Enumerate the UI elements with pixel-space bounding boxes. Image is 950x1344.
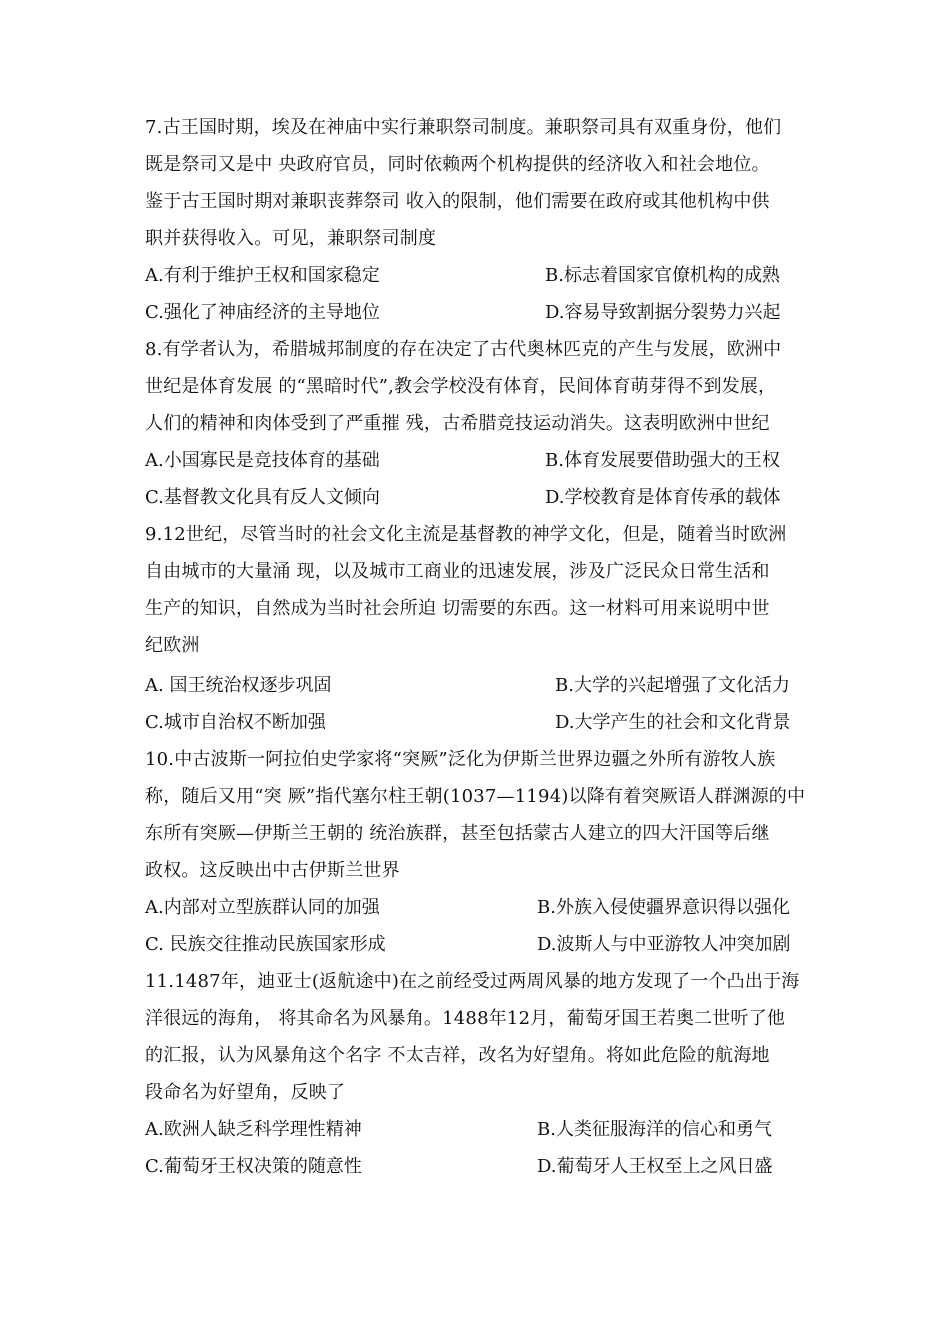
option-row	[145, 1155, 810, 1179]
option-d: D.容易导致割据分裂势力兴起	[545, 302, 781, 323]
question-stem-line: 8.有学者认为，希腊城邦制度的存在决定了古代奥林匹克的产生与发展，欧洲中	[145, 339, 782, 360]
question-stem-line: 纪欧洲	[145, 635, 200, 656]
question-stem-line: 称，随后又用“突 厥”指代塞尔柱王朝(1037—1194)以降有着突厥语人群渊源的中	[145, 786, 806, 807]
option-row	[145, 264, 810, 288]
option-row	[145, 449, 810, 473]
option-c: C.基督教文化具有反人文倾向	[145, 487, 380, 508]
option-b: B.大学的兴起增强了文化活力	[555, 675, 790, 696]
option-c: C.城市自治权不断加强	[145, 712, 326, 733]
question-stem-line: 世纪是体育发展 的“黑暗时代”,教会学校没有体育，民间体育萌芽得不到发展，	[145, 376, 777, 397]
option-a: A.欧洲人缺乏科学理性精神	[145, 1119, 362, 1140]
question-stem-line: 政权。这反映出中古伊斯兰世界	[145, 860, 400, 881]
option-row	[145, 933, 810, 957]
question-stem-line: 段命名为好望角，反映了	[145, 1082, 346, 1103]
option-c: C.强化了神庙经济的主导地位	[145, 302, 380, 323]
option-b: B.标志着国家官僚机构的成熟	[545, 265, 780, 286]
question-stem-line: 生产的知识，自然成为当时社会所迫 切需要的东西。这一材料可用来说明中世	[145, 598, 770, 619]
option-b: B.人类征服海洋的信心和勇气	[537, 1119, 772, 1140]
option-d: D.葡萄牙人王权至上之风日盛	[537, 1156, 773, 1177]
option-a: A.小国寡民是竞技体育的基础	[145, 450, 380, 471]
question-stem-line: 9.12世纪，尽管当时的社会文化主流是基督教的神学文化，但是，随着当时欧洲	[145, 524, 787, 545]
question-stem-line: 10.中古波斯一阿拉伯史学家将“突厥”泛化为伊斯兰世界边疆之外所有游牧人族	[145, 749, 776, 770]
question-stem-line: 人们的精神和肉体受到了严重摧 残，古希腊竞技运动消失。这表明欧洲中世纪	[145, 413, 770, 434]
question-stem-line: 东所有突厥—伊斯兰王朝的 统治族群，甚至包括蒙古人建立的四大汗国等后继	[145, 823, 770, 844]
question-stem-line: 鉴于古王国时期对兼职丧葬祭司 收入的限制，他们需要在政府或其他机构中供	[145, 191, 770, 212]
option-row	[145, 1118, 810, 1142]
question-stem-line: 的汇报，认为风暴角这个名字 不太吉祥，改名为好望角。将如此危险的航海地	[145, 1045, 770, 1066]
question-stem-line: 既是祭司又是中 央政府官员，同时依赖两个机构提供的经济收入和社会地位。	[145, 154, 770, 175]
option-row	[145, 301, 810, 325]
option-d: D.波斯人与中亚游牧人冲突加剧	[537, 934, 791, 955]
option-c: C.葡萄牙王权决策的随意性	[145, 1156, 362, 1177]
option-c: C. 民族交往推动民族国家形成	[145, 934, 386, 955]
question-stem-line: 自由城市的大量涌 现，以及城市工商业的迅速发展，涉及广泛民众日常生活和	[145, 561, 770, 582]
option-d: D.学校教育是体育传承的载体	[545, 487, 781, 508]
question-stem-line: 7.古王国时期，埃及在神庙中实行兼职祭司制度。兼职祭司具有双重身份，他们	[145, 117, 782, 138]
question-stem-line: 11.1487年，迪亚士(返航途中)在之前经受过两周风暴的地方发现了一个凸出于海	[145, 971, 800, 992]
option-row	[145, 486, 810, 510]
question-stem-line: 职并获得收入。可见，兼职祭司制度	[145, 228, 437, 249]
option-row	[145, 674, 810, 698]
option-d: D.大学产生的社会和文化背景	[555, 712, 791, 733]
option-b: B.体育发展要借助强大的王权	[545, 450, 780, 471]
option-b: B.外族入侵使疆界意识得以强化	[537, 897, 790, 918]
option-row	[145, 711, 810, 735]
option-a: A. 国王统治权逐步巩固	[145, 675, 332, 696]
option-a: A.有利于维护王权和国家稳定	[145, 265, 380, 286]
option-row	[145, 896, 810, 920]
question-stem-line: 洋很远的海角， 将其命名为风暴角。1488年12月，葡萄牙国王若奥二世听了他	[145, 1008, 786, 1029]
option-a: A.内部对立型族群认同的加强	[145, 897, 380, 918]
